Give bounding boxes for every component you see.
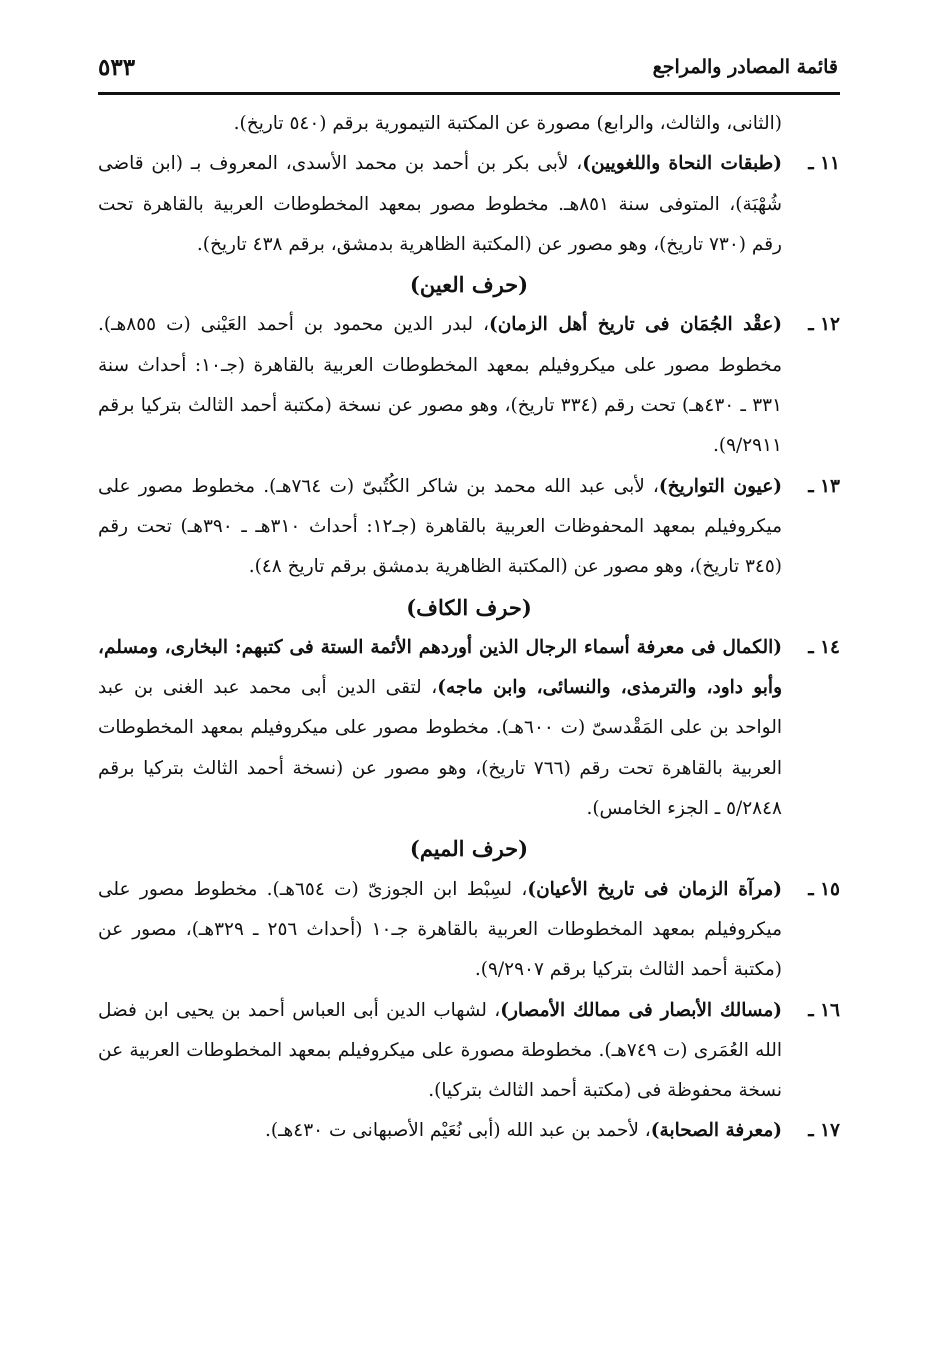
reference-entry-11 [98, 144, 840, 265]
entry-number: ١٣ ـ [808, 475, 840, 497]
entry-title: (عقْد الجُمَان فى تاريخ أهل الزمان) [488, 314, 782, 336]
entry-title: (مرآة الزمان فى تاريخ الأعيان) [527, 878, 782, 900]
reference-entry-14 [98, 628, 840, 829]
header-rule [98, 92, 840, 95]
section-heading-meem: (حرف الميم) [409, 836, 529, 862]
page-header [98, 52, 838, 88]
running-title: قائمة المصادر والمراجع [652, 56, 838, 78]
entry-text: ، لبدر الدين محمود بن أحمد العَيْنى (ت ٨٥٥هـ). مخطوط مصور على ميكروفيلم بمعهد المخطوطات العربية بالقاهرة (جـ١٠: أحداث سنة ٣٣١ ـ ٤٣٠هـ) تحت رقم (٣٣٤ تاريخ)، وهو مصور عن نسخة (مكتبة أحمد الثالث بتركيا برقم ٩/٢٩١١). [98, 314, 782, 457]
continuation-paragraph: (الثانى، والثالث، والرابع) مصورة عن المكتبة التيمورية برقم (٥٤٠ تاريخ). [233, 113, 782, 134]
entry-title: (معرفة الصحابة) [650, 1120, 782, 1142]
entry-number: ١٤ ـ [808, 636, 840, 658]
reference-entry-17 [98, 1111, 840, 1151]
entry-title: (الكمال فى معرفة أسماء الرجال الذين أوردهم الأئمة الستة فى كتبهم: البخارى، ومسلم، وأبو داود، والترمذى، والنسائى، وابن ماجه) [98, 636, 782, 699]
entry-text: ، لأبى عبد الله محمد بن شاكر الكُتُبىّ (ت ٧٦٤هـ). مخطوط مصور على ميكروفيلم بمعهد المحفوظات العربية بالقاهرة (جـ١٢: أحداث ٣١٠هـ ـ ٣٩٠هـ) تحت رقم (٣٤٥ تاريخ)، وهو مصور عن (المكتبة الظاهرية بدمشق برقم تاريخ ٤٨). [98, 475, 783, 578]
entry-text: ، لأحمد بن عبد الله (أبى نُعَيْم الأصبهانى ت ٤٣٠هـ). [264, 1120, 651, 1142]
entry-number: ١٦ ـ [808, 999, 840, 1021]
entry-text: ، لتقى الدين أبى محمد عبد الغنى بن عبد الواحد بن على المَقْدسىّ (ت ٦٠٠هـ). مخطوط مصور على ميكروفيلم بمعهد المخطوطات العربية بالقاهرة تحت رقم (٧٦٦ تاريخ)، وهو مصور عن (نسخة أحمد الثالث بتركيا برقم ٥/٢٨٤٨ ـ الجزء الخامس). [98, 677, 783, 820]
entry-title: (طبقات النحاة واللغويين) [582, 153, 782, 175]
entry-number: ١٧ ـ [808, 1120, 840, 1142]
references-list [98, 104, 840, 1152]
entry-text: ، لسِبْط ابن الجوزىّ (ت ٦٥٤هـ). مخطوط مصور على ميكروفيلم بمعهد المخطوطات العربية بالقاهرة جـ١٠ (أحداث ٢٥٦ ـ ٣٢٩هـ)، مصور عن (مكتبة أحمد الثالث بتركيا برقم ٩/٢٩٠٧). [98, 878, 782, 981]
reference-entry-12 [98, 305, 840, 466]
entry-title: (عيون التواريخ) [658, 475, 782, 497]
entry-number: ١٢ ـ [808, 314, 840, 336]
reference-entry-16 [98, 991, 840, 1112]
entry-title: (مسالك الأبصار فى ممالك الأمصار) [500, 999, 783, 1021]
entry-number: ١٥ ـ [808, 878, 840, 900]
entry-text: ، لشهاب الدين أبى العباس أحمد بن يحيى ابن فضل الله العُمَرى (ت ٧٤٩هـ). مخطوطة مصورة على ميكروفيلم بمعهد المخطوطات العربية عن نسخة محفوظة فى (مكتبة أحمد الثالث بتركيا). [98, 999, 782, 1102]
section-heading-ain: (حرف العين) [409, 272, 529, 298]
reference-entry-15 [98, 870, 840, 991]
page-number: ٥٣٣ [98, 54, 136, 81]
section-heading-kaf: (حرف الكاف) [406, 594, 532, 620]
entry-text: ، لأبى بكر بن أحمد بن محمد الأسدى، المعروف بـ (ابن قاضى شُهْبَة)، المتوفى سنة ٨٥١هـ. مخطوط مصور بمعهد المخطوطات العربية بالقاهرة تحت رقم (٧٣٠ تاريخ)، وهو مصور عن (المكتبة الظاهرية بدمشق، برقم ٤٣٨ تاريخ). [98, 153, 782, 255]
entry-number: ١١ ـ [808, 153, 840, 175]
reference-entry-13 [98, 467, 840, 588]
